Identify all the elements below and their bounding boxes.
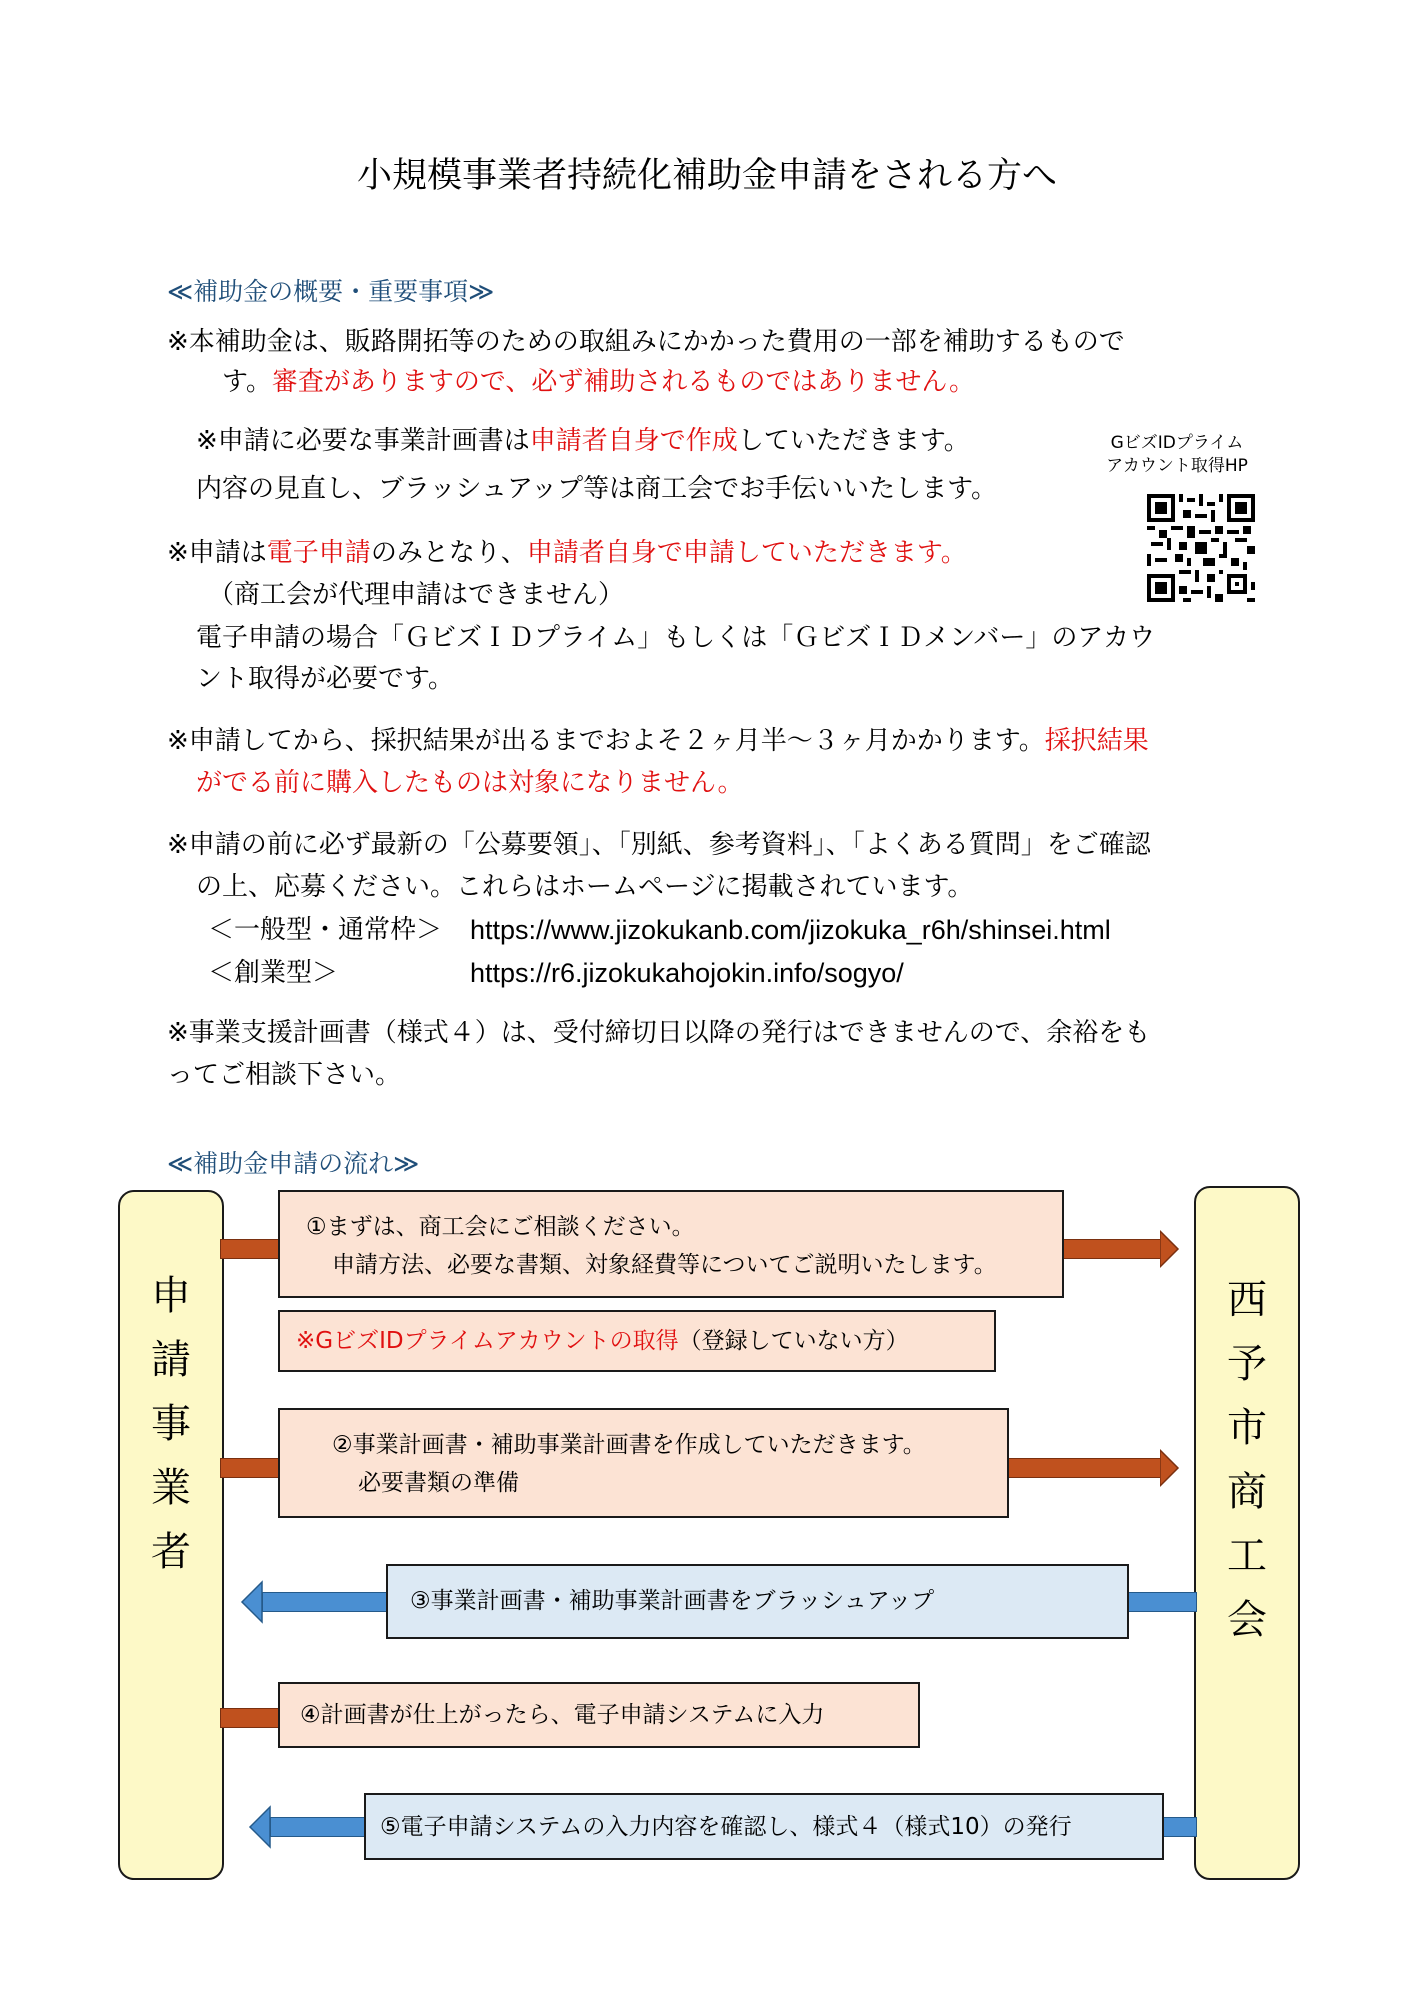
step2-arrow-head-icon: [1160, 1448, 1180, 1492]
qr-caption: GビズIDプライム アカウント取得HP: [1106, 433, 1248, 476]
notice-4-line-1: ※申請してから、採択結果が出るまでおよそ２ヶ月半～３ヶ月かかります。採択結果: [167, 726, 1149, 756]
step3-arrow-body: [262, 1592, 390, 1612]
notice-6-line-2: ってご相談下さい。: [167, 1060, 402, 1090]
link-label-startup: ＜創業型＞: [208, 958, 339, 988]
step2-arrow-tail: [220, 1458, 281, 1478]
link-startup[interactable]: https://r6.jizokukahojokin.info/sogyo/: [470, 958, 904, 988]
notice-3-line-1: ※申請は電子申請のみとなり、申請者自身で申請していただきます。: [167, 538, 967, 568]
link-general[interactable]: https://www.jizokukanb.com/jizokuka_r6h/shinsei.html: [470, 915, 1111, 945]
applicant-column: [118, 1190, 224, 1880]
step3-arrow-tail: [1127, 1592, 1197, 1612]
notice-2-line-1: ※申請に必要な事業計画書は申請者自身で作成していただきます。: [196, 426, 970, 456]
notice-4-line-2: がでる前に購入したものは対象になりません。: [196, 768, 744, 798]
notice-1-text: す。: [222, 367, 272, 397]
step1-arrow-body: [1063, 1239, 1165, 1259]
page-title: 小規模事業者持続化補助金申請をされる方へ: [356, 156, 1057, 196]
gbiz-note: （登録していない方）: [678, 1328, 909, 1354]
notice-1-warning: 審査がありますので、必ず補助されるものではありません。: [271, 367, 975, 397]
notice-5-line-1: ※申請の前に必ず最新の「公募要領」、「別紙、参考資料」、「よくある質問」をご確認: [167, 830, 1151, 860]
notice-3-highlight-1: 電子申請: [266, 538, 371, 568]
notice-2-line-2: 内容の見直し、ブラッシュアップ等は商工会でお手伝いいたします。: [196, 474, 998, 504]
step2-box: [278, 1408, 1009, 1518]
step3-text: ③事業計画書・補助事業計画書をブラッシュアップ: [410, 1588, 935, 1614]
notice-3-line-3: 電子申請の場合「ＧビズＩＤプライム」もしくは「ＧビズＩＤメンバー」のアカウ: [196, 623, 1156, 653]
notice-2-highlight: 申請者自身で作成: [529, 426, 738, 456]
notice-1-line-1: ※本補助金は、販路開拓等のための取組みにかかった費用の一部を補助するもので: [167, 327, 1125, 357]
notice-4-highlight-1: 採択結果: [1044, 726, 1149, 756]
step5-arrow-body: [270, 1817, 369, 1837]
qr-code-icon[interactable]: [1147, 494, 1255, 602]
step4-box: [278, 1682, 920, 1748]
step3-arrow-head-icon: [240, 1580, 264, 1628]
notice-1-line-2: [222, 362, 975, 402]
notice-3-highlight-2: 申請者自身で申請していただきます。: [526, 538, 967, 568]
step4-text: ④計画書が仕上がったら、電子申請システムに入力: [300, 1702, 825, 1728]
step1-box: [278, 1190, 1064, 1298]
notice-6-line-1: ※事業支援計画書（様式４）は、受付締切日以降の発行はできませんので、余裕をも: [167, 1018, 1151, 1048]
step1-text-2: 申請方法、必要な書類、対象経費等についてご説明いたします。: [332, 1252, 997, 1278]
step1-arrow-head-icon: [1160, 1229, 1180, 1273]
section-heading-flow: ≪補助金申請の流れ≫: [167, 1149, 420, 1178]
step2-text-2: 必要書類の準備: [358, 1470, 519, 1496]
step4-arrow-tail: [220, 1708, 281, 1728]
step5-arrow-tail: [1162, 1817, 1197, 1837]
step5-box: [364, 1793, 1164, 1860]
step2-arrow-body: [1008, 1458, 1165, 1478]
applicant-label: 申 請 事 業 者: [151, 1273, 191, 1575]
step5-arrow-head-icon: [248, 1805, 272, 1853]
notice-3-line-2: （商工会が代理申請はできません）: [208, 580, 625, 610]
step1-arrow-tail: [220, 1239, 281, 1259]
chamber-column: [1194, 1186, 1300, 1880]
step5-text: ⑤電子申請システムの入力内容を確認し、様式４（様式10）の発行: [380, 1814, 1072, 1840]
gbiz-highlight: ※GビズIDプライムアカウントの取得: [296, 1328, 679, 1354]
notice-5-line-2: の上、応募ください。これらはホームページに掲載されています。: [196, 872, 974, 902]
step1-text-1: ①まずは、商工会にご相談ください。: [306, 1214, 695, 1240]
notice-3-line-4: ント取得が必要です。: [196, 664, 454, 694]
chamber-label: 西 予 市 商 工 会: [1227, 1277, 1267, 1643]
link-label-general: ＜一般型・通常枠＞: [208, 915, 443, 945]
step2-text-1: ②事業計画書・補助事業計画書を作成していただきます。: [332, 1432, 926, 1458]
section-heading-overview: ≪補助金の概要・重要事項≫: [167, 277, 495, 306]
step3-box: [386, 1564, 1129, 1639]
gbiz-box: [278, 1310, 996, 1372]
